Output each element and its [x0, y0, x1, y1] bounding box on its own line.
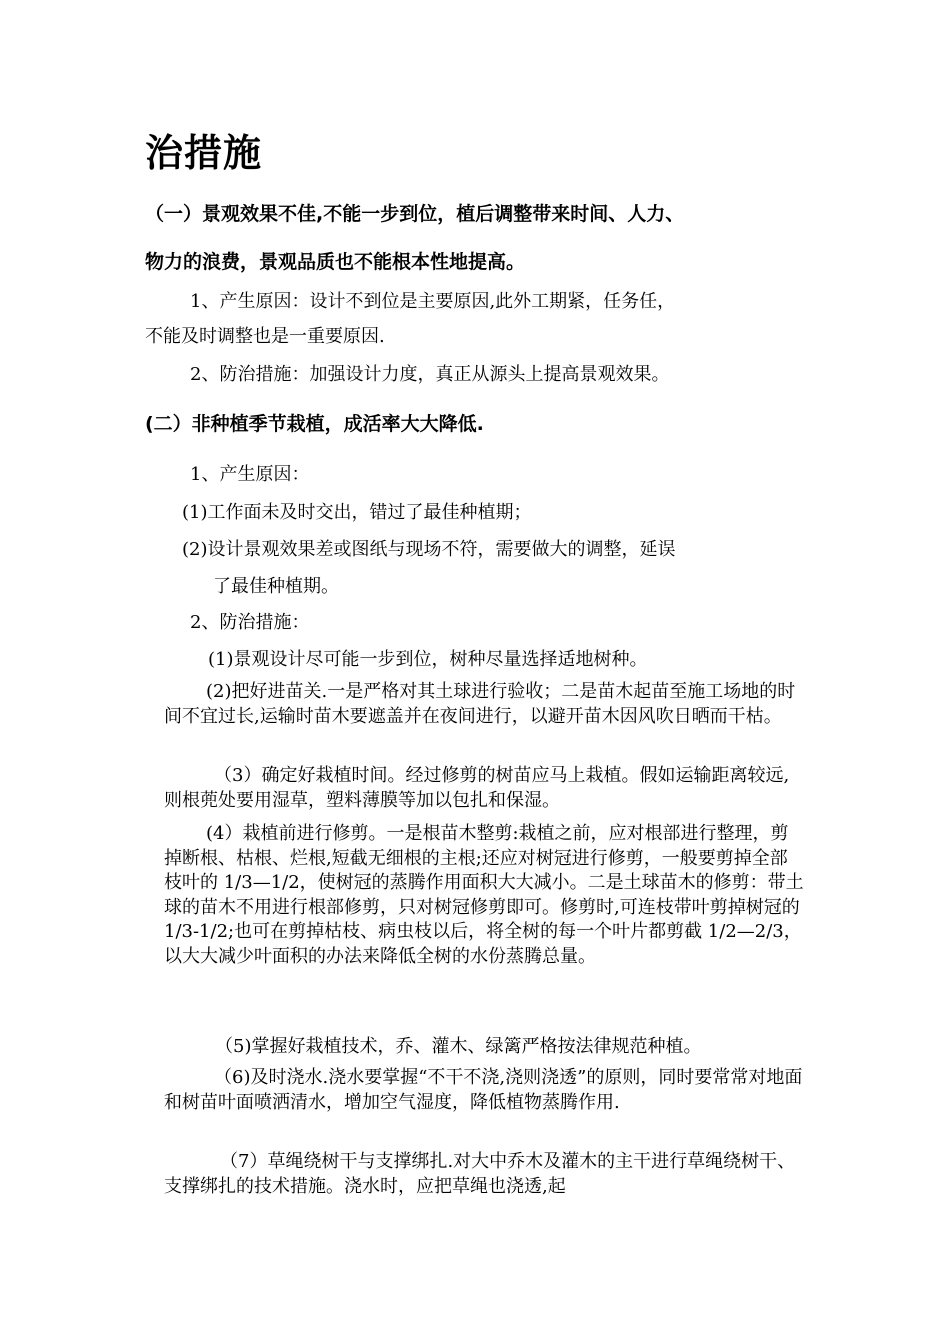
measure-4: (4）栽植前进行修剪。一是根苗木整剪:栽植之前，应对根部进行整理，剪掉断根、枯根、烂根,短截无细根的主根;还应对树冠进行修剪，一般要剪掉全部枝叶的 1/3—1/2，使树冠的蒸腾作用面积大大减小。二是土球苗木的修剪：带土球的苗木不用进行根部修剪，只对树冠修剪即可。修剪时,可连枝带叶剪掉树冠的 1/3-1/2;也可在剪掉枯枝、病虫枝以后，将全树的每一个叶片都剪截 1/2—2/3，以大大减少叶面积的办法来降低全树的水份蒸腾总量。	[164, 823, 804, 967]
section1-measure: 2、防治措施：加强设计力度，真正从源头上提高景观效果。	[190, 364, 670, 385]
measure-1: (1)景观设计尽可能一步到位，树种尽量选择适地树种。	[208, 649, 648, 670]
measure-5: （5)掌握好栽植技术，乔、灌木、绿篱严格按法律规范种植。	[215, 1036, 702, 1057]
section2-cause-1: (1)工作面未及时交出，错过了最佳种植期；	[182, 502, 532, 523]
measure-3: （3）确定好栽植时间。经过修剪的树苗应马上栽植。假如运输距离较远,则根蔸处要用湿草，塑料薄膜等加以包扎和保湿。	[164, 765, 790, 811]
measure-6: （6)及时浇水.浇水要掌握“不干不浇,浇则浇透”的原则，同时要常常对地面和树苗叶面喷洒清水，增加空气湿度，降低植物蒸腾作用.	[164, 1067, 803, 1113]
section1-heading-line2: 物力的浪费，景观品质也不能根本性地提高。	[145, 251, 526, 273]
section2-measure-title: 2、防治措施：	[190, 612, 310, 633]
measure-2: (2)把好进苗关.一是严格对其土球进行验收；二是苗木起苗至施工场地的时间不宜过长,运输时苗木要遮盖并在夜间进行，以避开苗木因风吹日晒而干枯。	[164, 681, 796, 727]
section1-cause-line2: 不能及时调整也是一重要原因.	[145, 326, 385, 347]
section1-heading-line1: （一）景观效果不佳,不能一步到位，植后调整带来时间、人力、	[145, 203, 685, 225]
section2-cause-2-line2: 了最佳种植期。	[213, 576, 339, 597]
measure-7: （7）草绳绕树干与支撑绑扎.对大中乔木及灌木的主干进行草绳绕树干、支撑绑扎的技术措施。浇水时，应把草绳也浇透,起	[164, 1151, 796, 1197]
section2-cause-title: 1、产生原因：	[190, 464, 310, 485]
section1-cause-line1: 1、产生原因：设计不到位是主要原因,此外工期紧，任务任，	[190, 291, 676, 312]
page-title: 治措施	[145, 131, 263, 175]
section2-cause-2-line1: (2)设计景观效果差或图纸与现场不符，需要做大的调整，延误	[182, 539, 676, 560]
section2-heading: (二）非种植季节栽植，成活率大大降低.	[145, 413, 484, 435]
